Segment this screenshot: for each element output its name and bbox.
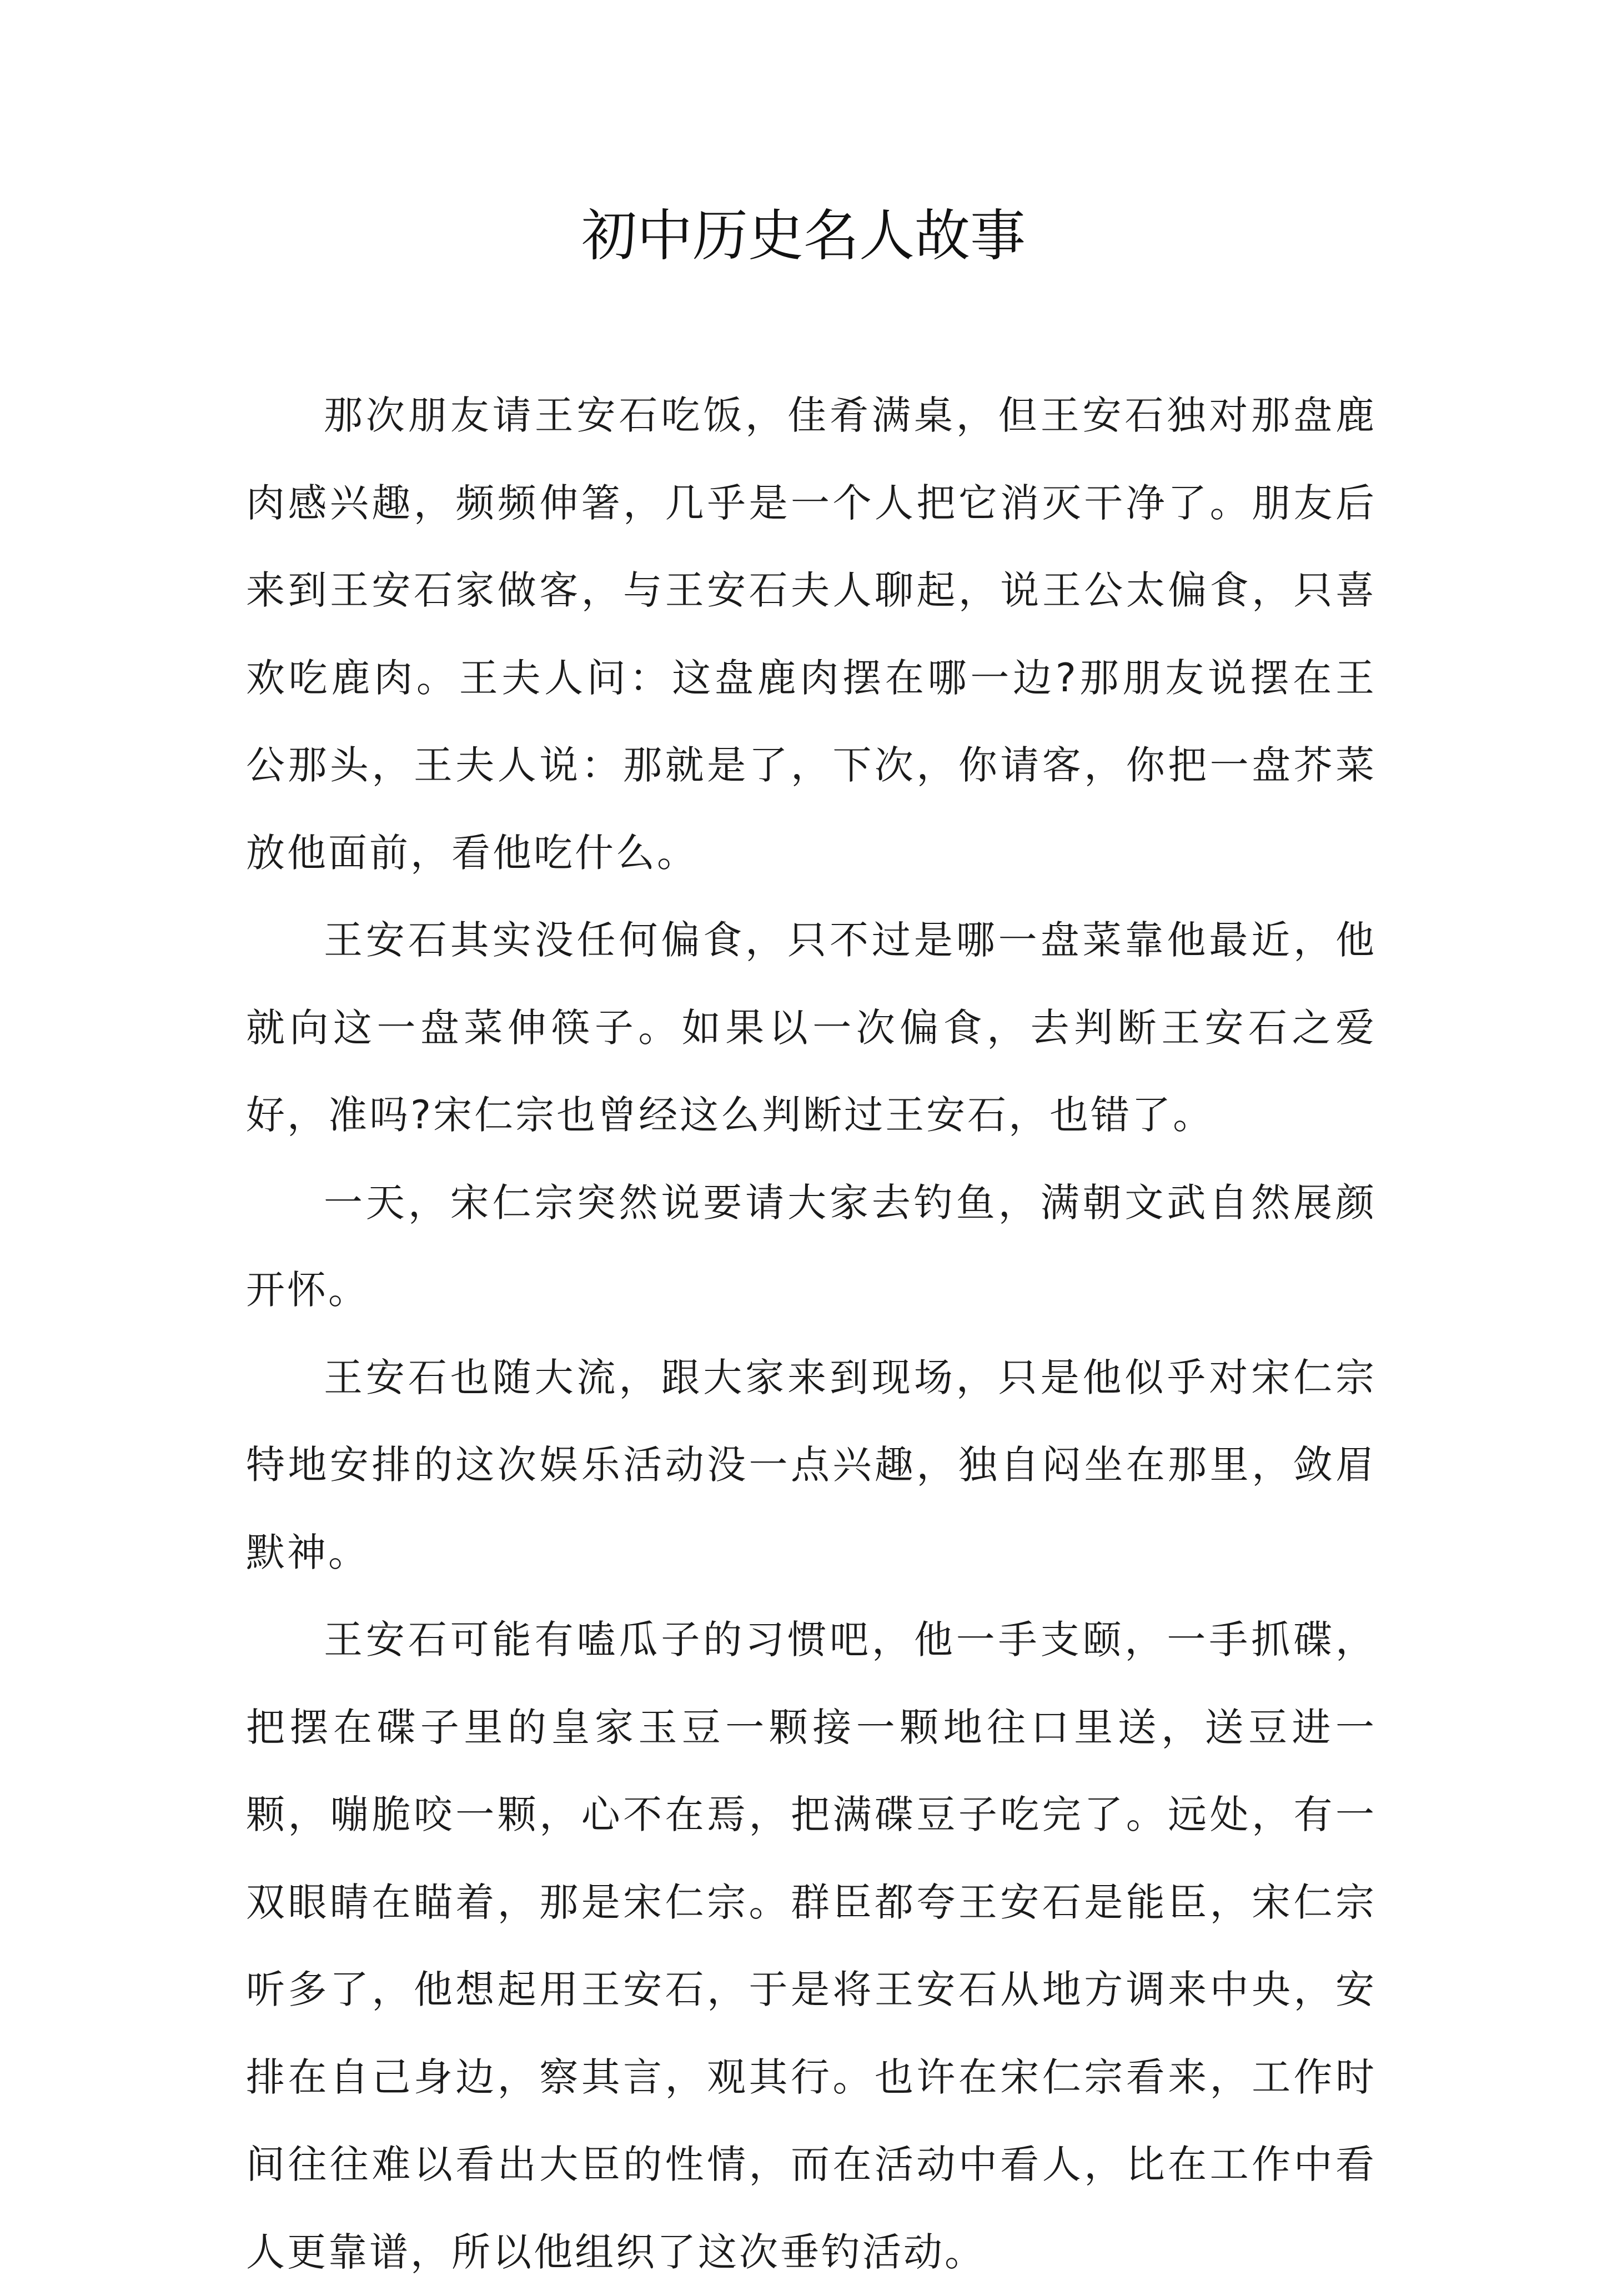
- paragraph: 那次朋友请王安石吃饭，佳肴满桌，但王安石独对那盘鹿肉感兴趣，频频伸箸，几乎是一个人把它消灭干净了。朋友后来到王安石家做客，与王安石夫人聊起，说王公太偏食，只喜欢吃鹿肉。王夫人问：这盘鹿肉摆在哪一边?那朋友说摆在王公那头，王夫人说：那就是了，下次，你请客，你把一盘芥菜放他面前，看他吃什么。: [246, 393, 1377, 876]
- paragraph: 王安石其实没任何偏食，只不过是哪一盘菜靠他最近，他就向这一盘菜伸筷子。如果以一次偏食，去判断王安石之爱好，准吗?宋仁宗也曾经这么判断过王安石，也错了。: [246, 917, 1377, 1138]
- paragraph: 王安石可能有嗑瓜子的习惯吧，他一手支颐，一手抓碟，把摆在碟子里的皇家玉豆一颗接一颗地往口里送，送豆进一颗，嘣脆咬一颗，心不在焉，把满碟豆子吃完了。远处，有一双眼睛在瞄着，那是宋仁宗。群臣都夸王安石是能臣，宋仁宗听多了，他想起用王安石，于是将王安石从地方调来中央，安排在自己身边，察其言，观其行。也许在宋仁宗看来，工作时间往往难以看出大臣的性情，而在活动中看人，比在工作中看人更靠谱，所以他组织了这次垂钓活动。: [246, 1617, 1377, 2275]
- document-body: [246, 372, 1377, 2296]
- paragraph: 王安石也随大流，跟大家来到现场，只是他似乎对宋仁宗特地安排的这次娱乐活动没一点兴趣，独自闷坐在那里，敛眉默神。: [246, 1354, 1377, 1575]
- document-title: 初中历史名人故事: [581, 203, 1026, 268]
- paragraph: 一天，宋仁宗突然说要请大家去钓鱼，满朝文武自然展颜开怀。: [246, 1179, 1377, 1313]
